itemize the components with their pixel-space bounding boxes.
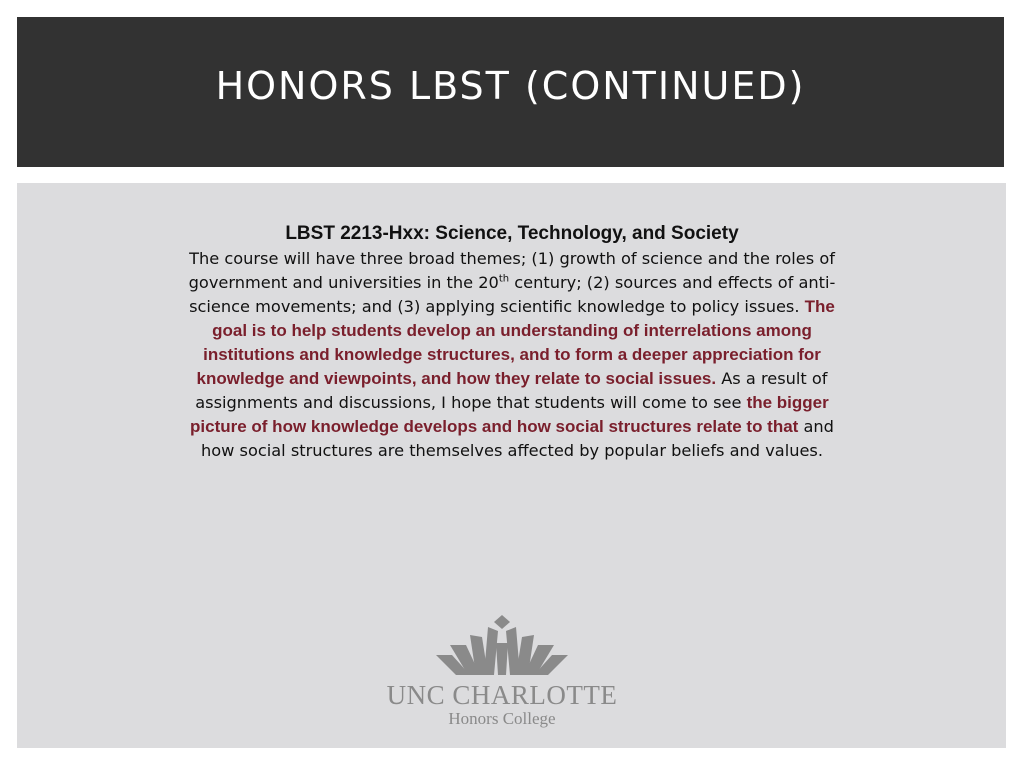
crown-emblem-icon [432,615,572,681]
course-heading: LBST 2213-Hxx: Science, Technology, and Society [285,223,739,244]
highlight-goal: The goal is to help students develop an understanding of interrelations among institutions and knowledge structures, and to form a deeper appreciation for knowledge and viewpoints, and how they relate to social issues. [196,297,835,388]
superscript-th: th [498,273,510,285]
description-text-4: and how social structures are themselves affected by popular beliefs and values. [200,417,834,460]
title-bar [17,17,1004,167]
unc-charlotte-logo [362,615,642,735]
course-description [187,221,837,463]
slide-title: HONORS LBST (CONTINUED) [215,64,806,108]
logo-wordmark: UNC CHARLOTTE [386,680,618,710]
logo-subtitle: Honors College [448,709,556,728]
highlight-bigger-picture: the bigger picture of how knowledge develops and how social structures relate to that [190,393,829,436]
description-text-1: The course will have three broad themes; (1) growth of science and the roles of government and universities in the 20 [188,249,835,292]
description-text-3: As a result of assignments and discussions, I hope that students will come to see [195,369,828,412]
description-text-2: century; (2) sources and effects of anti-science movements; and (3) applying scientific knowledge to policy issues. [189,273,836,316]
content-panel [17,183,1006,748]
